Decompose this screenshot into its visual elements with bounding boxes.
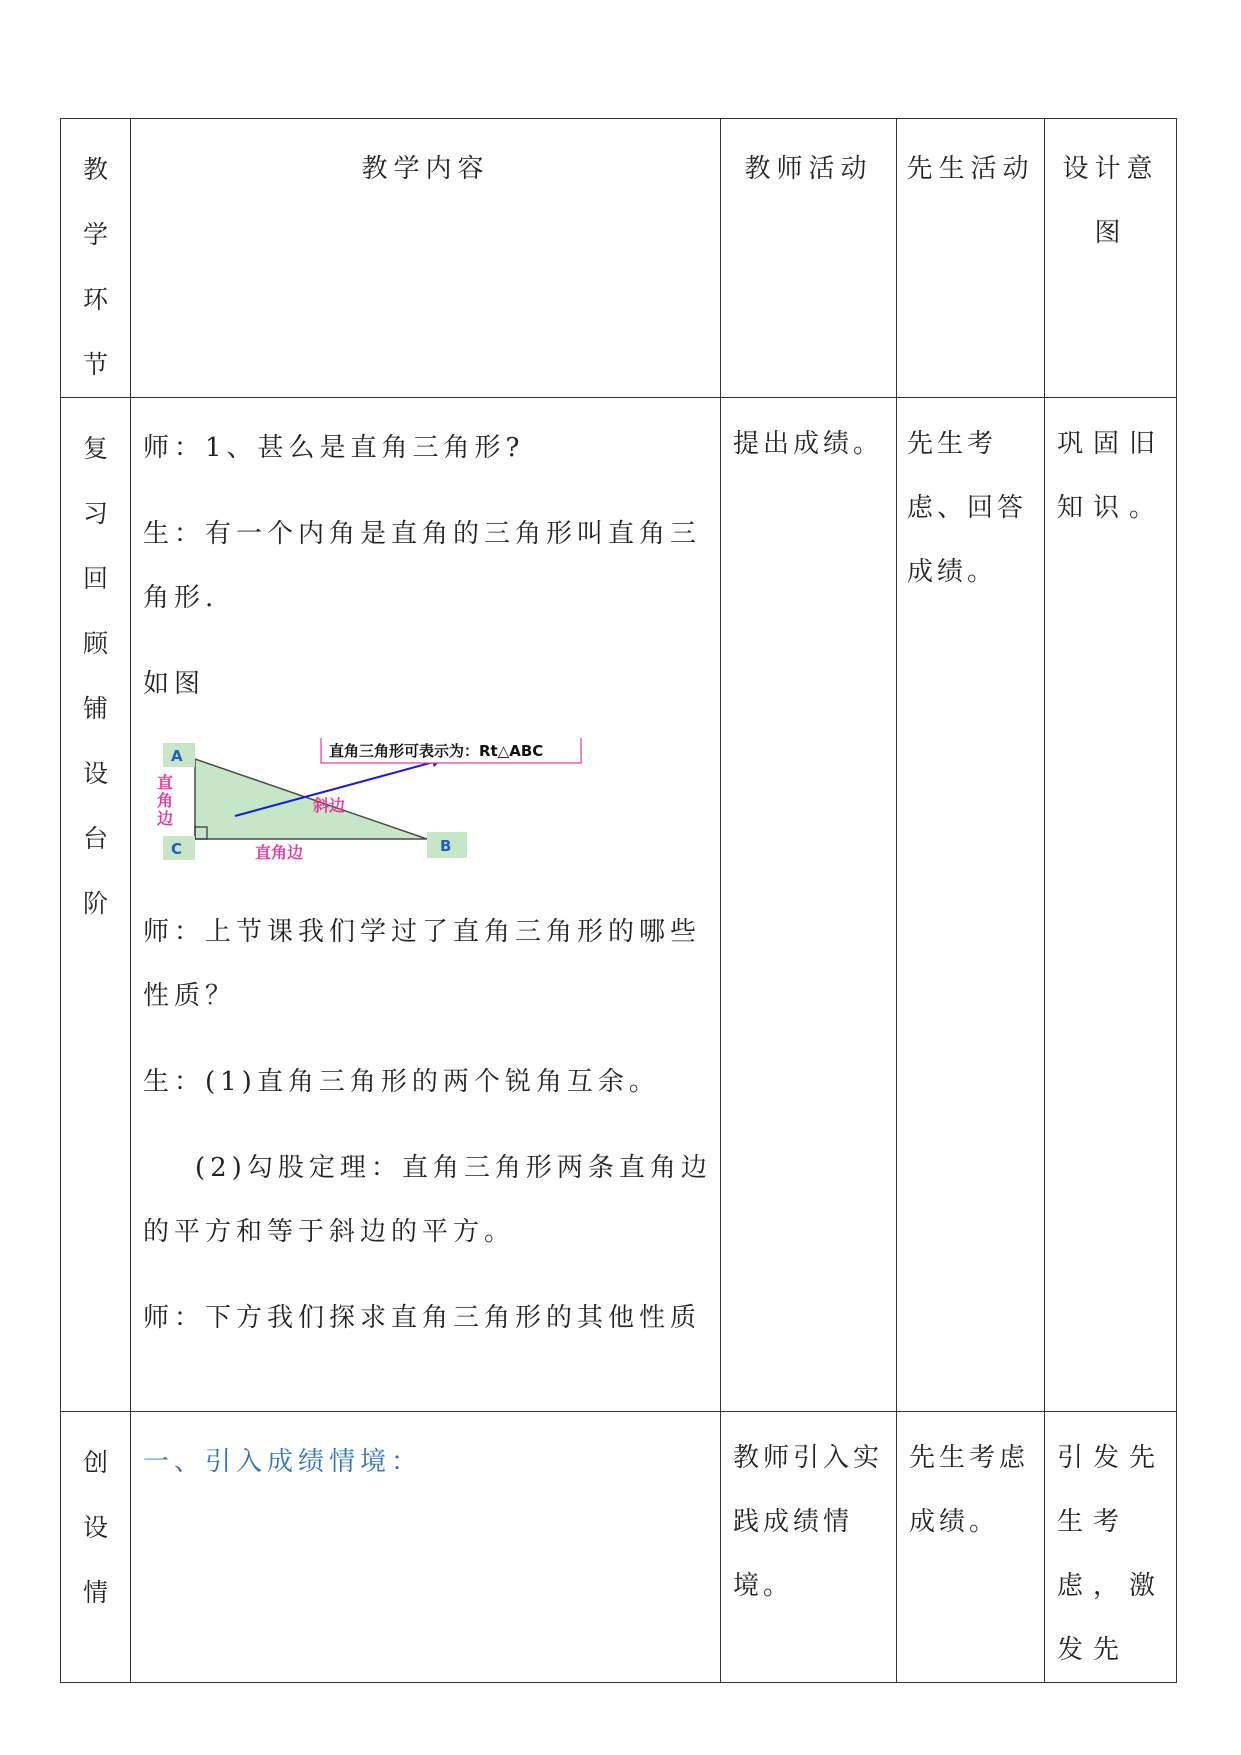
- header-row: [61, 119, 1177, 398]
- scenario-stage-cell: [61, 1412, 131, 1683]
- teacher-activity: 提出成绩。: [733, 429, 884, 459]
- header-student: 先生活动: [906, 154, 1035, 184]
- leg-vertical-char: 边: [157, 809, 174, 828]
- content-paragraph: 生：(1)直角三角形的两个锐角互余。: [143, 1067, 660, 1097]
- header-content: 教学内容: [361, 154, 490, 184]
- stage-char: 习: [82, 499, 108, 528]
- design-intent: 巩固旧知识。: [1057, 429, 1166, 523]
- scenario-heading: 一、引入成绩情境：: [143, 1447, 423, 1477]
- header-intent-line1: 设计意: [1062, 154, 1159, 184]
- scenario-row: [61, 1412, 1177, 1683]
- scenario-content-cell: [131, 1412, 721, 1683]
- notation-label: 直角三角形可表示为：Rt△ABC: [329, 742, 544, 760]
- header-stage-char: 环: [82, 285, 108, 314]
- header-teacher: 教师活动: [744, 154, 873, 184]
- review-student-cell: [897, 398, 1045, 1412]
- design-intent: 引发先生考虑，激发先: [1057, 1443, 1166, 1665]
- stage-char: 情: [82, 1578, 108, 1607]
- scenario-intent-cell: [1045, 1412, 1177, 1683]
- review-teacher-cell: [721, 398, 897, 1412]
- leg-vertical-char: 角: [157, 791, 174, 810]
- content-paragraph: 师：上节课我们学过了直角三角形的哪些性质？: [143, 917, 702, 1011]
- header-stage-char: 学: [82, 220, 108, 249]
- header-student-cell: [897, 119, 1045, 398]
- content-paragraph: (2)勾股定理：直角三角形两条直角边的平方和等于斜边的平方。: [143, 1153, 712, 1247]
- stage-char: 复: [82, 434, 108, 463]
- review-row: [61, 398, 1177, 1412]
- review-content-cell: [131, 398, 721, 1412]
- header-stage-char: 教: [82, 155, 108, 184]
- hypotenuse-label: 斜边: [313, 796, 346, 815]
- review-stage-cell: [61, 398, 131, 1412]
- content-paragraph: 如图: [143, 669, 206, 699]
- vertex-c-label: C: [171, 840, 183, 858]
- stage-char: 顾: [82, 629, 108, 658]
- header-stage-cell: [61, 119, 131, 398]
- student-activity: 先生考虑、回答成绩。: [907, 429, 1028, 587]
- lesson-plan-table: [60, 118, 1177, 1683]
- header-content-cell: [131, 119, 721, 398]
- scenario-teacher-cell: [721, 1412, 897, 1683]
- stage-char: 回: [82, 564, 108, 593]
- stage-char: 铺: [82, 694, 108, 723]
- stage-char: 台: [82, 824, 108, 853]
- student-activity: 先生考虑成绩。: [909, 1443, 1030, 1537]
- leg-horizontal-label: 直角边: [255, 843, 304, 862]
- teacher-activity: 教师引入实践成绩情境。: [733, 1443, 884, 1601]
- triangle-figure: [145, 738, 585, 878]
- header-teacher-cell: [721, 119, 897, 398]
- leg-vertical-char: 直: [157, 773, 174, 792]
- scenario-student-cell: [897, 1412, 1045, 1683]
- vertex-a-label: A: [171, 747, 183, 765]
- review-intent-cell: [1045, 398, 1177, 1412]
- stage-char: 设: [82, 1513, 108, 1542]
- stage-char: 创: [82, 1448, 108, 1477]
- vertex-b-label: B: [440, 837, 452, 855]
- header-intent-cell: [1045, 119, 1177, 398]
- stage-char: 设: [82, 759, 108, 788]
- content-paragraph: 师：下方我们探求直角三角形的其他性质: [143, 1303, 702, 1333]
- content-paragraph: 师：1、甚么是直角三角形?: [143, 433, 525, 463]
- stage-char: 阶: [82, 889, 108, 918]
- header-intent-line2: 图: [1094, 218, 1127, 248]
- right-triangle-diagram: [145, 738, 585, 878]
- triangle-shape: [195, 759, 427, 839]
- content-paragraph: 生：有一个内角是直角的三角形叫直角三角形.: [143, 519, 702, 613]
- header-stage-char: 节: [82, 350, 108, 379]
